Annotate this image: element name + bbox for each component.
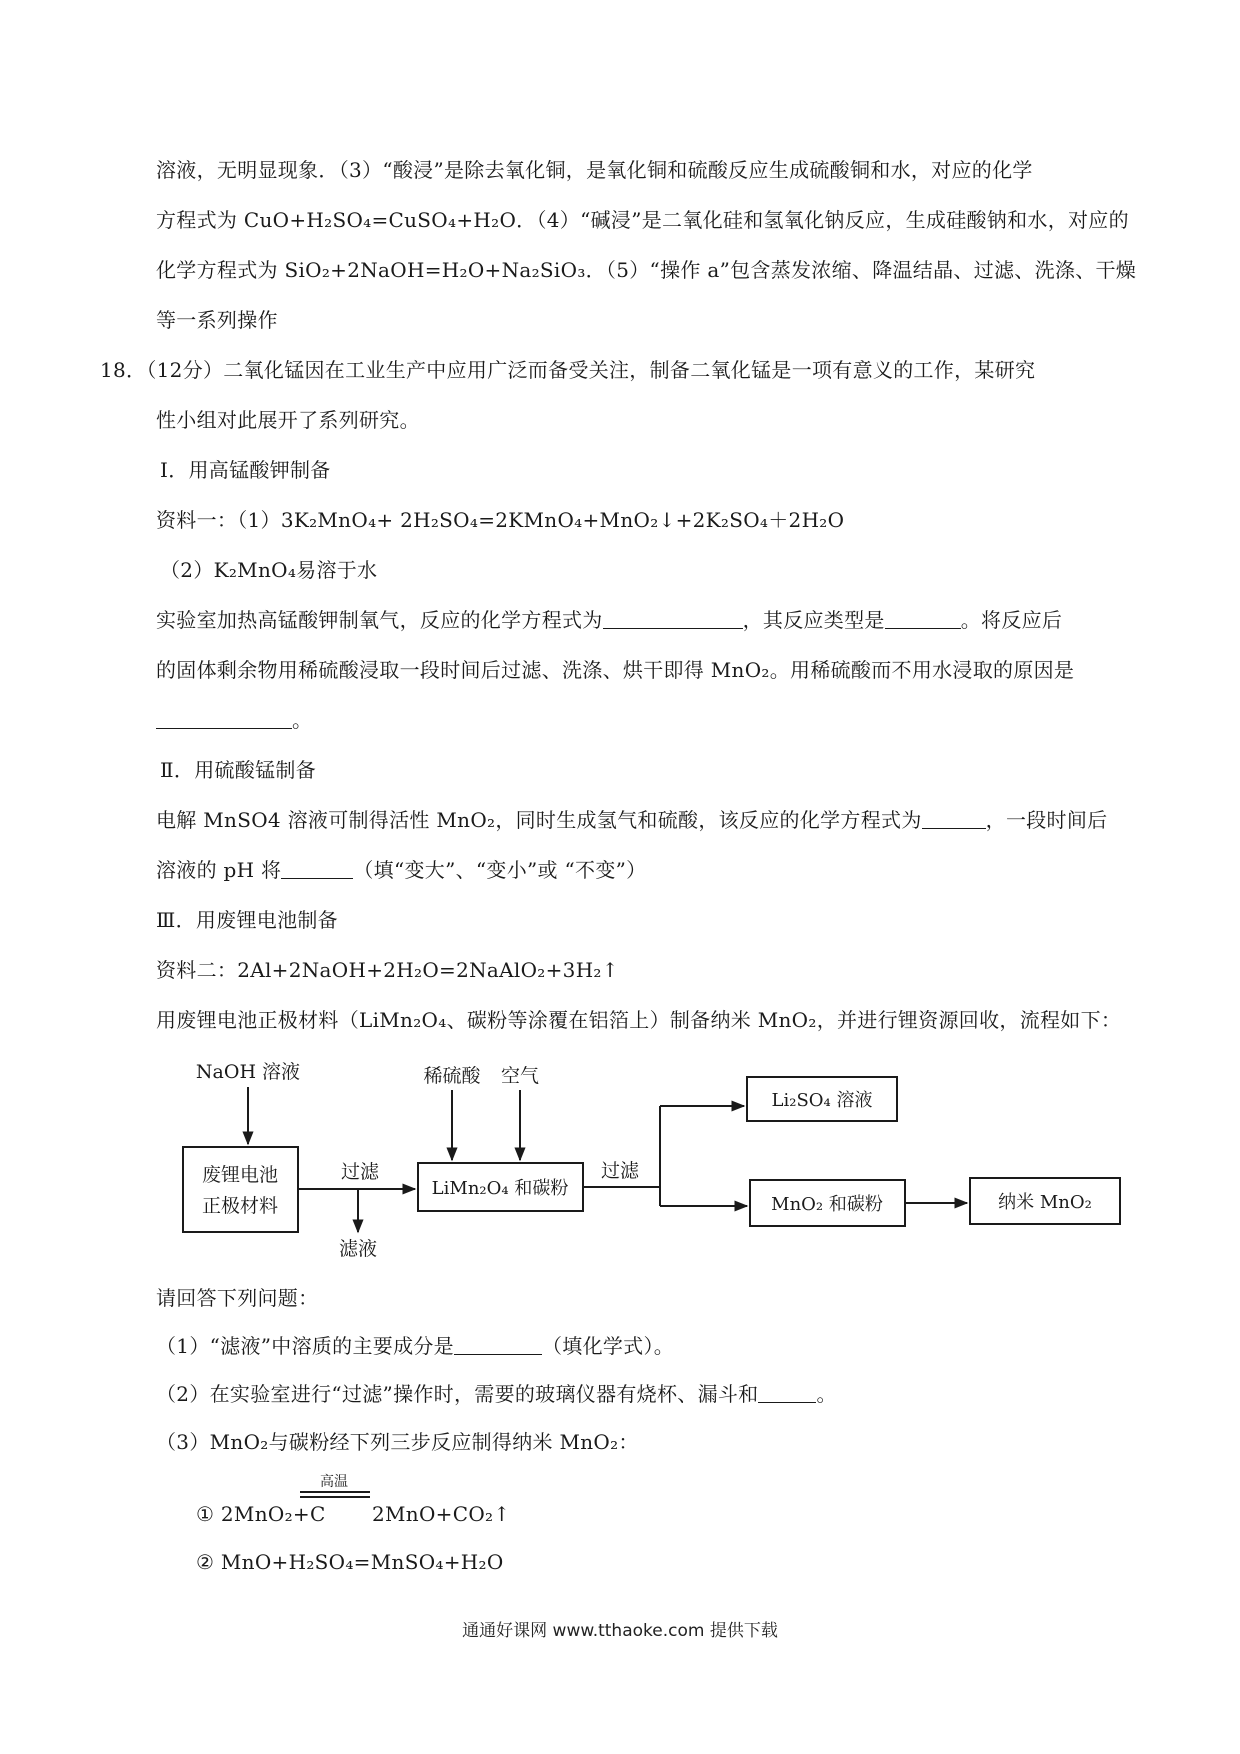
data-1-note: （2）K₂MnO₄易溶于水: [160, 558, 378, 582]
section-1-question: 实验室加热高锰酸钾制氧气，反应的化学方程式为 ，其反应类型是 。将反应后: [156, 608, 1063, 632]
answer-blank[interactable]: [156, 708, 292, 729]
section-1-question-end: 。: [156, 706, 312, 734]
reaction-condition-bar-bottom: [300, 1496, 370, 1498]
prev-answer-line-4: 等一系列操作: [156, 308, 278, 332]
sub-question-3: （3）MnO₂与碳粉经下列三步反应制得纳米 MnO₂：: [156, 1430, 639, 1454]
flow-label-box4: MnO₂ 和碳粉: [771, 1194, 883, 1215]
sub-question-2: （2）在实验室进行“过滤”操作时，需要的玻璃仪器有烧杯、漏斗和 。: [156, 1382, 837, 1406]
section-1-title: Ⅰ．用高锰酸钾制备: [160, 458, 331, 482]
flow-label-air: 空气: [500, 1065, 540, 1087]
section-2-title: Ⅱ．用硫酸锰制备: [160, 758, 316, 782]
answer-blank[interactable]: [454, 1334, 542, 1355]
flow-label-acid: 稀硫酸: [423, 1065, 481, 1087]
answer-blank[interactable]: [922, 808, 986, 829]
section-2-question: 电解 MnSO4 溶液可制得活性 MnO₂，同时生成氢气和硫酸，该反应的化学方程式为 ，一段时间后: [156, 808, 1108, 832]
sub-question-1: （1）“滤液”中溶质的主要成分是 （填化学式）。: [156, 1334, 675, 1358]
flow-label-box1-line1: 废锂电池: [201, 1164, 279, 1186]
section-3-title: Ⅲ．用废锂电池制备: [156, 908, 338, 932]
reaction-condition-bar-top: [300, 1491, 370, 1493]
question-18-stem: 18．（12分）二氧化锰因在工业生产中应用广泛而备受关注，制备二氧化锰是一项有意义的工作，某研究: [100, 358, 1036, 382]
flow-label-naoh: NaOH 溶液: [195, 1061, 301, 1083]
flow-label-box5: 纳米 MnO₂: [998, 1192, 1092, 1213]
flow-label-filter-1: 过滤: [340, 1161, 380, 1183]
data-1-equation: 资料一：（1）3K₂MnO₄+ 2H₂SO₄=2KMnO₄+MnO₂↓+2K₂SO₄＋2H₂O: [156, 508, 845, 532]
answer-blank[interactable]: [885, 608, 961, 629]
prev-answer-line-1: 溶液，无明显现象．（3）“酸浸”是除去氧化铜，是氧化铜和硫酸反应生成硫酸铜和水，对应的化学: [156, 158, 1033, 182]
answer-blank[interactable]: [758, 1382, 816, 1403]
prev-answer-line-2: 方程式为 CuO+H₂SO₄=CuSO₄+H₂O．（4）“碱浸”是二氧化硅和氢氧化钠反应，生成硅酸钠和水，对应的: [156, 208, 1129, 232]
reaction-condition-label: 高温: [320, 1474, 348, 1490]
answer-blank[interactable]: [281, 858, 353, 879]
reaction-1-left: ① 2MnO₂+C: [196, 1502, 326, 1526]
page-footer: 通通好课网 www.tthaoke.com 提供下载: [462, 1621, 778, 1641]
section-2-question-cont: 溶液的 pH 将 （填“变大”、“变小”或 “不变”）: [156, 858, 647, 882]
flow-label-box1-line2: 正极材料: [201, 1195, 279, 1217]
reaction-2: ② MnO+H₂SO₄=MnSO₄+H₂O: [196, 1550, 504, 1574]
flow-box-cathode-material: [183, 1147, 298, 1232]
flow-label-filter-2: 过滤: [600, 1160, 640, 1182]
flow-label-filtrate: 滤液: [338, 1238, 378, 1260]
question-18-stem-cont: 性小组对此展开了系列研究。: [156, 408, 420, 432]
process-flowchart: [150, 1060, 1130, 1260]
questions-intro: 请回答下列问题：: [156, 1286, 319, 1310]
flow-label-box2: LiMn₂O₄ 和碳粉: [431, 1178, 569, 1199]
data-2-equation: 资料二：2Al+2NaOH+2H₂O=2NaAlO₂+3H₂↑: [156, 958, 619, 982]
flow-label-box3: Li₂SO₄ 溶液: [771, 1090, 873, 1111]
prev-answer-line-3: 化学方程式为 SiO₂+2NaOH=H₂O+Na₂SiO₃．（5）“操作 a”包含蒸发浓缩、降温结晶、过滤、洗涤、干燥: [156, 258, 1137, 282]
answer-blank[interactable]: [603, 608, 743, 629]
section-1-question-cont: 的固体剩余物用稀硫酸浸取一段时间后过滤、洗涤、烘干即得 MnO₂。用稀硫酸而不用水浸取的原因是: [156, 658, 1075, 682]
section-3-description: 用废锂电池正极材料（LiMn₂O₄、碳粉等涂覆在铝箔上）制备纳米 MnO₂，并进行锂资源回收，流程如下：: [156, 1008, 1122, 1032]
reaction-1-right: 2MnO+CO₂↑: [372, 1502, 511, 1526]
